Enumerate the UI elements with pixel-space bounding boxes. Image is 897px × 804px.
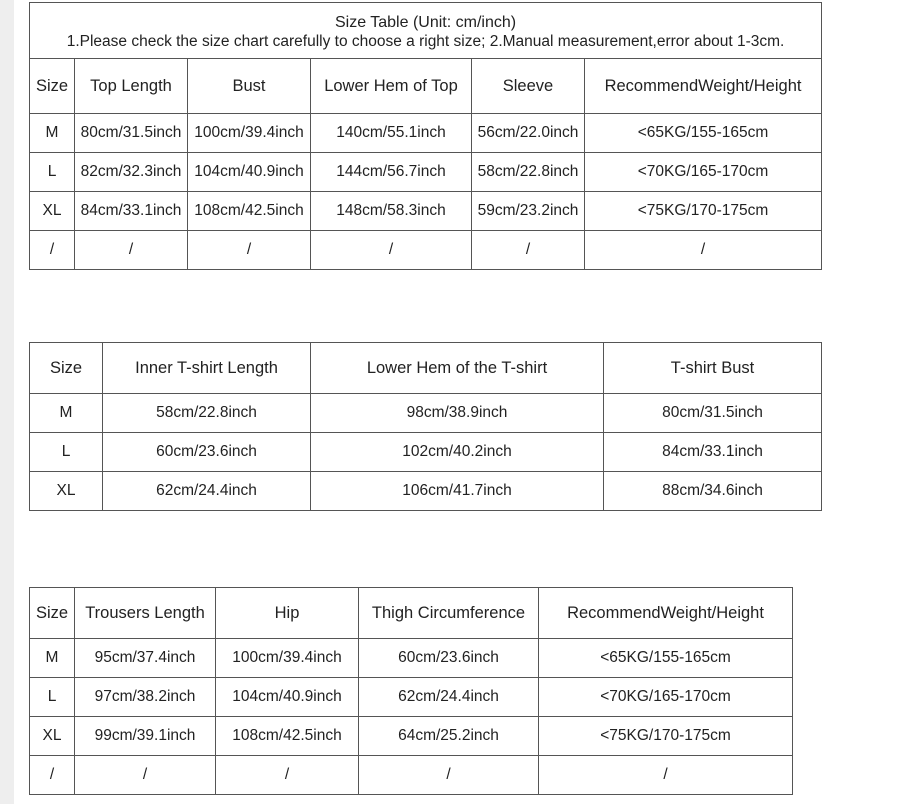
trousers-size-table (29, 587, 793, 795)
table-cell: M (30, 639, 75, 678)
table-cell: 97cm/38.2inch (75, 678, 216, 717)
table-cell: 140cm/55.1inch (311, 114, 472, 153)
table-cell: <75KG/170-175cm (585, 192, 822, 231)
size-table-caption (30, 3, 822, 59)
table-cell: 80cm/31.5inch (75, 114, 188, 153)
table-cell: XL (30, 717, 75, 756)
table-cell: XL (30, 472, 103, 511)
table-cell: 56cm/22.0inch (472, 114, 585, 153)
table-cell: <70KG/165-170cm (539, 678, 793, 717)
table-row (30, 114, 822, 153)
table-cell: 144cm/56.7inch (311, 153, 472, 192)
table-row (30, 472, 822, 511)
tshirt-size-table (29, 342, 822, 511)
table-cell: / (472, 231, 585, 270)
table-cell: 100cm/39.4inch (188, 114, 311, 153)
header-cell: Hip (216, 588, 359, 639)
table-cell: 64cm/25.2inch (359, 717, 539, 756)
header-cell: Lower Hem of the T-shirt (311, 343, 604, 394)
table-cell: 84cm/33.1inch (75, 192, 188, 231)
table-cell: <70KG/165-170cm (585, 153, 822, 192)
header-cell: Size (30, 588, 75, 639)
header-cell: Trousers Length (75, 588, 216, 639)
table-cell: 104cm/40.9inch (216, 678, 359, 717)
table-cell: / (188, 231, 311, 270)
table-cell: / (75, 756, 216, 795)
table-cell: <65KG/155-165cm (585, 114, 822, 153)
table-cell: / (216, 756, 359, 795)
table-header-row (30, 59, 822, 114)
table-cell: / (75, 231, 188, 270)
table-cell: 106cm/41.7inch (311, 472, 604, 511)
table-cell: / (539, 756, 793, 795)
table-cell: XL (30, 192, 75, 231)
table-row (30, 231, 822, 270)
table-cell: 98cm/38.9inch (311, 394, 604, 433)
header-cell: Lower Hem of Top (311, 59, 472, 114)
table-cell: 58cm/22.8inch (103, 394, 311, 433)
table-cell: L (30, 153, 75, 192)
table-cell: 100cm/39.4inch (216, 639, 359, 678)
size-table-title-line (30, 13, 821, 32)
table-cell: 84cm/33.1inch (604, 433, 822, 472)
table-row (30, 433, 822, 472)
table-cell: / (585, 231, 822, 270)
table-cell: 148cm/58.3inch (311, 192, 472, 231)
table-cell: <65KG/155-165cm (539, 639, 793, 678)
table-cell: M (30, 394, 103, 433)
table-cell: L (30, 678, 75, 717)
table-row (30, 153, 822, 192)
table-cell: / (30, 756, 75, 795)
table-cell: / (359, 756, 539, 795)
table-header-row (30, 343, 822, 394)
table-cell: 108cm/42.5inch (188, 192, 311, 231)
header-cell: Size (30, 343, 103, 394)
table-cell: 60cm/23.6inch (359, 639, 539, 678)
table-cell: 80cm/31.5inch (604, 394, 822, 433)
table-row (30, 394, 822, 433)
header-cell: RecommendWeight/Height (585, 59, 822, 114)
table-cell: 59cm/23.2inch (472, 192, 585, 231)
table-row (30, 678, 793, 717)
size-table-note: 1.Please check the size chart carefully to choose a right size; 2.Manual measurement,error about 1-3cm. (66, 32, 785, 50)
table-cell: / (311, 231, 472, 270)
table-cell: M (30, 114, 75, 153)
table-cell: L (30, 433, 103, 472)
header-cell: Inner T-shirt Length (103, 343, 311, 394)
left-margin-strip (0, 0, 14, 804)
table-cell: 60cm/23.6inch (103, 433, 311, 472)
table-cell: 95cm/37.4inch (75, 639, 216, 678)
table-cell: 62cm/24.4inch (359, 678, 539, 717)
table-cell: 104cm/40.9inch (188, 153, 311, 192)
size-table-unit: (Unit: cm/inch) (408, 13, 517, 31)
header-cell: Size (30, 59, 75, 114)
header-cell: Top Length (75, 59, 188, 114)
table-row (30, 717, 793, 756)
table-cell: 108cm/42.5inch (216, 717, 359, 756)
top-size-table (29, 2, 822, 270)
table-header-row (30, 588, 793, 639)
table-row (30, 756, 793, 795)
table-cell: <75KG/170-175cm (539, 717, 793, 756)
table-cell: / (30, 231, 75, 270)
header-cell: T-shirt Bust (604, 343, 822, 394)
size-table-title: Size Table (334, 13, 409, 31)
header-cell: Thigh Circumference (359, 588, 539, 639)
table-cell: 102cm/40.2inch (311, 433, 604, 472)
table-cell: 62cm/24.4inch (103, 472, 311, 511)
table-row (30, 192, 822, 231)
table-cell: 82cm/32.3inch (75, 153, 188, 192)
header-cell: RecommendWeight/Height (539, 588, 793, 639)
header-cell: Sleeve (472, 59, 585, 114)
table-cell: 58cm/22.8inch (472, 153, 585, 192)
header-cell: Bust (188, 59, 311, 114)
table-cell: 88cm/34.6inch (604, 472, 822, 511)
table-cell: 99cm/39.1inch (75, 717, 216, 756)
table-row (30, 639, 793, 678)
